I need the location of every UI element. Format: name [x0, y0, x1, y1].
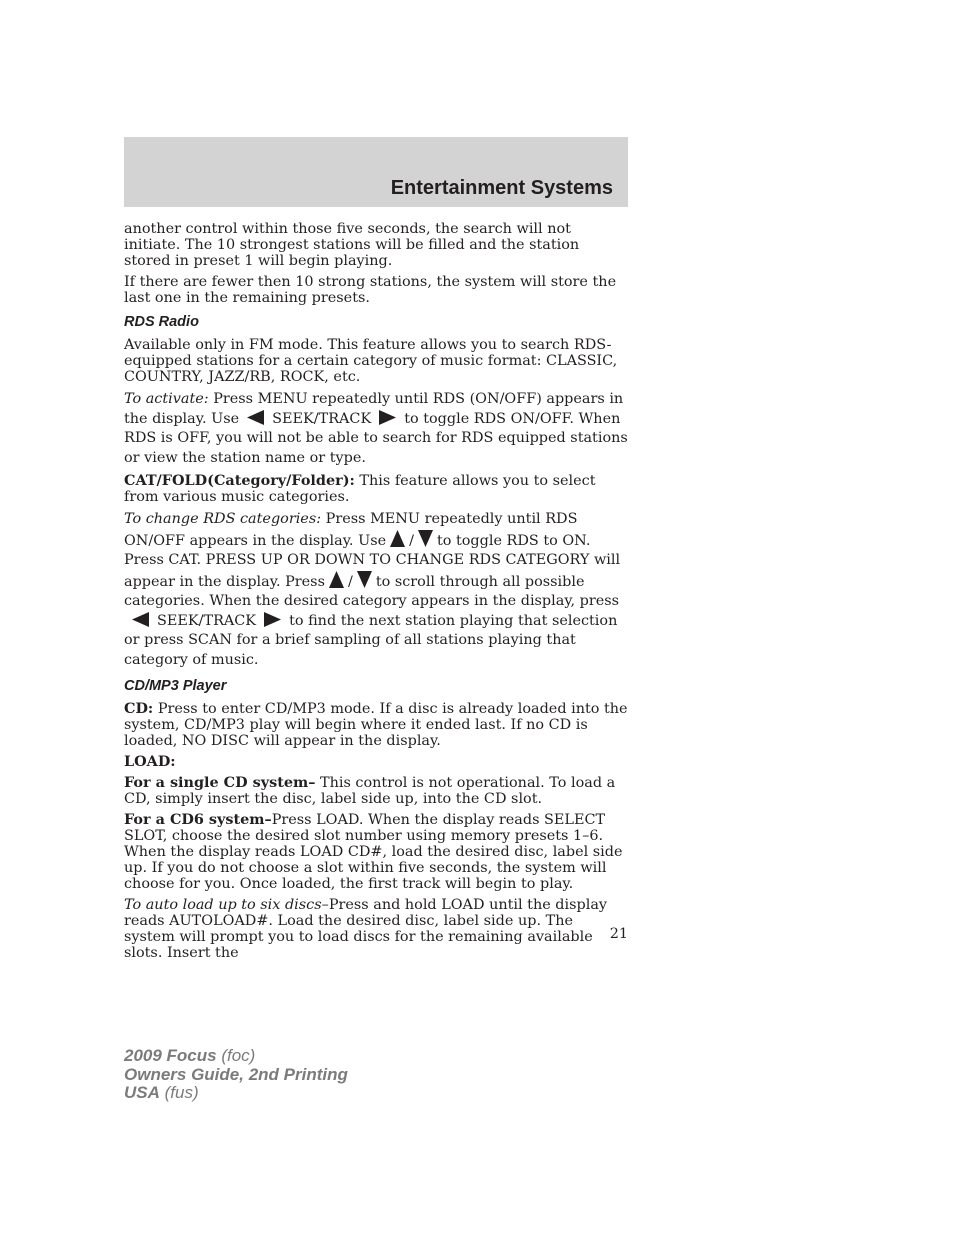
paragraph-change-categories: [124, 510, 628, 670]
change-text-d: to find the next station playing that selection or press SCAN for a brief sampling of all stations playing that category of music.: [124, 612, 618, 668]
single-cd-label: For a single CD system–: [124, 774, 316, 791]
activate-seek-label: SEEK/TRACK: [272, 410, 372, 427]
cd6-label: For a CD6 system–: [124, 811, 272, 828]
activate-label: To activate:: [124, 391, 209, 407]
paragraph-search-continued: another control within those five seconds, the search will not initiate. The 10 strongest stations will be filled and the station stored in preset 1 will begin playing.: [124, 221, 580, 269]
rds-radio-heading: RDS Radio: [124, 314, 199, 330]
change-text-a: Press MENU repeatedly until RDS ON/OFF appears in the display. Use: [124, 511, 578, 549]
paragraph-cd6: [124, 812, 628, 892]
paragraph-fewer-stations: If there are fewer then 10 strong stations, the system will store the last one in the remaining presets.: [124, 274, 617, 306]
paragraph-rds-intro: Available only in FM mode. This feature allows you to search RDS-equipped stations for a certain category of music format: CLASSIC, COUNTRY, JAZZ/RB, ROCK, etc.: [124, 337, 618, 385]
footer-line-guide: Owners Guide, 2nd Printing: [124, 1064, 348, 1084]
page-number: 21: [609, 926, 628, 942]
change-label: To change RDS categories:: [124, 511, 322, 527]
slash-separator: /: [347, 573, 353, 590]
autoload-label: To auto load up to six discs–: [124, 897, 329, 913]
footer-line-model: 2009 Focus (foc): [124, 1046, 256, 1065]
paragraph-catfold: [124, 473, 628, 505]
paragraph-autoload: [124, 897, 628, 961]
catfold-text: This feature allows you to select from various music categories.: [124, 473, 596, 505]
section-title: Entertainment Systems: [390, 177, 613, 199]
change-seek-label: SEEK/TRACK: [157, 612, 257, 629]
paragraph-rds-activate: [124, 390, 628, 468]
section-header-band: [124, 137, 628, 207]
change-text-c: to scroll through all possible categories. When the desired category appears in the display, press: [124, 573, 620, 609]
arrow-down-icon: [418, 530, 433, 547]
activate-text-a: Press MENU repeatedly until RDS (ON/OFF) appears in the display. Use: [124, 391, 624, 427]
footer-line-region: USA (fus): [124, 1083, 199, 1102]
change-text-b: to toggle RDS to ON. Press CAT. PRESS UP OR DOWN TO CHANGE RDS CATEGORY will appear in the display. Press: [124, 532, 621, 590]
page-content: [124, 221, 628, 966]
arrow-down-icon: [357, 571, 372, 588]
cd6-text: Press LOAD. When the display reads SELECT SLOT, choose the desired slot number using memory presets 1–6. When the display reads LOAD CD#, load the desired disc, label side up. If you do not choose a slot within five seconds, the system will choose for you. Once loaded, the first track will begin to play.: [124, 812, 623, 892]
footer-publication-info: [124, 1047, 348, 1103]
seek-left-icon: [132, 612, 149, 627]
seek-right-icon: [264, 612, 281, 627]
arrow-up-icon: [329, 571, 344, 588]
activate-text-b: to toggle RDS ON/OFF. When RDS is OFF, you will not be able to search for RDS equipped stations or view the station name or type.: [124, 410, 628, 466]
catfold-label: CAT/FOLD(Category/Folder):: [124, 472, 355, 489]
seek-right-icon: [379, 410, 396, 425]
slash-separator: /: [409, 532, 414, 549]
autoload-text: Press and hold LOAD until the display reads AUTOLOAD#. Load the desired disc, label side up. The system will prompt you to load discs for the remaining available slots. Insert the: [124, 897, 608, 961]
cd-text: Press to enter CD/MP3 mode. If a disc is already loaded into the system, CD/MP3 play will begin where it ended last. If no CD is loaded, NO DISC will appear in the display.: [124, 701, 628, 749]
load-label: LOAD:: [124, 753, 176, 770]
cd-mp3-heading: CD/MP3 Player: [124, 678, 227, 694]
single-cd-text: This control is not operational. To load a CD, simply insert the disc, label side up, into the CD slot.: [124, 775, 616, 807]
paragraph-single-cd: [124, 775, 628, 807]
arrow-up-icon: [390, 530, 405, 547]
seek-left-icon: [247, 410, 264, 425]
paragraph-cd: [124, 701, 628, 749]
cd-label: CD:: [124, 700, 154, 717]
